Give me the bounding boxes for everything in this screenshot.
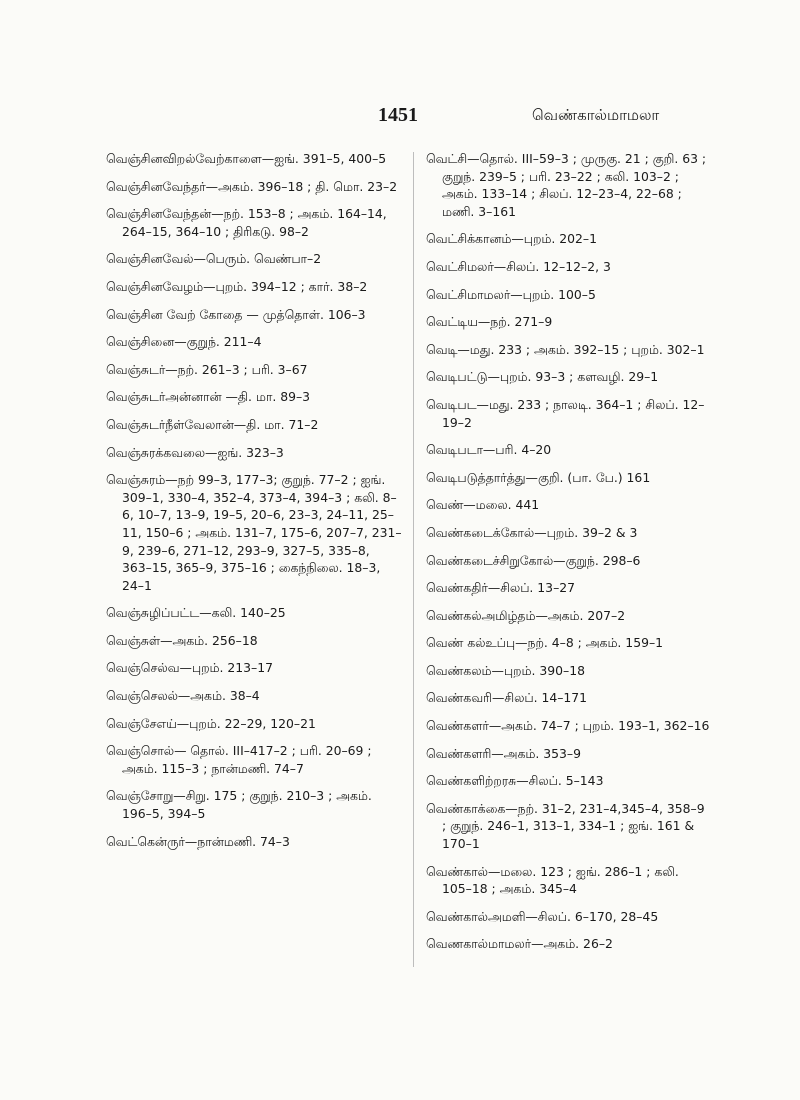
index-entry: வெண்—மலை. 441 <box>426 497 540 513</box>
index-entry: வெண்காக்கை—நற். 31–2, 231–4,345–4, 358–9 ; குறுந். 246–1, 313–1, 334–1 ; ஐங். 161 & 170–1 <box>426 800 705 852</box>
page-number: 1451 <box>378 104 418 126</box>
index-entry: வெஞ்சுள்—அகம். 256–18 <box>106 632 258 648</box>
index-entry: வெஞ்சினவேல்—பெரும். வெண்பா–2 <box>106 251 322 267</box>
index-entry: வெண்கல்அமிழ்தம்—அகம். 207–2 <box>426 607 626 623</box>
index-entry: வெட்சிமாமலர்—புறம். 100–5 <box>426 286 596 302</box>
index-entry: வெஞ்சினவிறல்வேற்காளை—ஐங். 391–5, 400–5 <box>106 151 387 166</box>
index-entry: வெண்கால்அமளி—சிலப். 6–170, 28–45 <box>426 908 659 924</box>
index-entry: வெஞ்சுரக்கவலை—ஐங். 323–3 <box>106 444 284 460</box>
index-entry: வெட்சி—தொல். III–59–3 ; முருகு. 21 ; குறி. 63 ; குறுந். 239–5 ; பரி. 23–22 ; கலி. 103–2 ; அகம். 133–14 ; சிலப். 12–23–4, 22–68 ; மணி. 3–161 <box>426 151 707 219</box>
index-entry: வெஞ்சோறு—சிறு. 175 ; குறுந். 210–3 ; அகம். 196–5, 394–5 <box>106 788 372 822</box>
index-entry: வெஞ்சின வேற் கோதை — முத்தொள். 106–3 <box>106 306 366 322</box>
index-entry: வெஞ்சுரம்—நற் 99–3, 177–3; குறுந். 77–2 ; ஐங். 309–1, 330–4, 352–4, 373–4, 394–3 ; கலி. 8–6, 10–7, 13–9, 19–5, 20–6, 23–3, 24–11, 25–11, 150–6 ; அகம். 131–7, 175–6, 207–7, 231–9, 239–6, 271–12, 293–9, 327–5, 335–8, 363–15, 365–9, 375–16 ; கைந்நிலை. 18–3, 24–1 <box>106 472 402 593</box>
index-entry: வெட்சிக்கானம்—புறம். 202–1 <box>426 231 598 247</box>
running-head: வெண்கால்மாமலா <box>532 106 660 124</box>
index-entry: வெஞ்சினவேழம்—புறம். 394–12 ; கார். 38–2 <box>106 278 368 294</box>
index-entry: வெண்கடைக்கோல்—புறம். 39–2 & 3 <box>426 524 638 540</box>
index-entry: வெண்கதிர்—சிலப். 13–27 <box>426 580 576 596</box>
index-entry: வெட்கென்ருர்—நான்மணி. 74–3 <box>106 833 290 849</box>
index-entry: வெஞ்சினை—குறுந். 211–4 <box>106 334 262 350</box>
index-entry: வெஞ்சுடர்நீள்வேலான்—தி. மா. 71–2 <box>106 416 319 432</box>
index-entry: வெடிபட—மது. 233 ; நாலடி. 364–1 ; சிலப். 12–19–2 <box>426 396 705 430</box>
index-entry: வெஞ்சேஎய்—புறம். 22–29, 120–21 <box>106 715 316 731</box>
column-divider <box>413 152 414 967</box>
index-entry: வெஞ்சொல்— தொல். III–417–2 ; பரி. 20–69 ; அகம். 115–3 ; நான்மணி. 74–7 <box>106 743 372 776</box>
index-entry: வெஞ்சுழிப்பட்ட—கலி. 140–25 <box>106 605 286 621</box>
index-entry: வெட்சிமலர்—சிலப். 12–12–2, 3 <box>426 258 611 274</box>
index-entry: வெஞ்சுடர்அன்னான் —தி. மா. 89–3 <box>106 389 311 405</box>
left-index-column <box>106 150 402 860</box>
index-entry: வெஞ்செல்வ—புறம். 213–17 <box>106 660 273 676</box>
index-entry: வெஞ்சினவேந்தர்—அகம். 396–18 ; தி. மொ. 23–2 <box>106 178 398 194</box>
index-entry: வெடிபடுத்தார்த்து—குறி. (பா. பே.) 161 <box>426 469 651 485</box>
index-entry: வெண்கவரி—சிலப். 14–171 <box>426 690 588 706</box>
index-entry: வெடிபட்டு—புறம். 93–3 ; களவழி. 29–1 <box>426 369 659 385</box>
index-entry: வெடி—மது. 233 ; அகம். 392–15 ; புறம். 302–1 <box>426 341 705 357</box>
index-entry: வெஞ்சுடர்—நற். 261–3 ; பரி. 3–67 <box>106 361 308 377</box>
index-entry: வெஞ்சினவேந்தன்—நற். 153–8 ; அகம். 164–14, 264–15, 364–10 ; திரிகடு. 98–2 <box>106 206 387 239</box>
index-entry: வெண்கலம்—புறம். 390–18 <box>426 662 585 678</box>
index-entry: வெண்கால்—மலை. 123 ; ஐங். 286–1 ; கலி. 105–18 ; அகம். 345–4 <box>426 863 679 897</box>
index-entry: வெடிபடா—பரி. 4–20 <box>426 442 552 458</box>
index-entry: வெண்களர்—அகம். 74–7 ; புறம். 193–1, 362–16 <box>426 718 710 734</box>
index-entry: வெண் கல்உப்பு—நற். 4–8 ; அகம். 159–1 <box>426 635 664 651</box>
index-entry: வெஞ்செலல்—அகம். 38–4 <box>106 688 260 704</box>
right-index-column <box>426 150 710 963</box>
index-entry: வெண்களிற்றரசு—சிலப். 5–143 <box>426 773 604 789</box>
index-entry: வெணகால்மாமலர்—அகம். 26–2 <box>426 936 613 952</box>
index-entry: வெட்டிய—நற். 271–9 <box>426 314 553 330</box>
index-entry: வெண்கடைச்சிறுகோல்—குறுந். 298–6 <box>426 552 641 568</box>
index-entry: வெண்களரி—அகம். 353–9 <box>426 745 581 761</box>
